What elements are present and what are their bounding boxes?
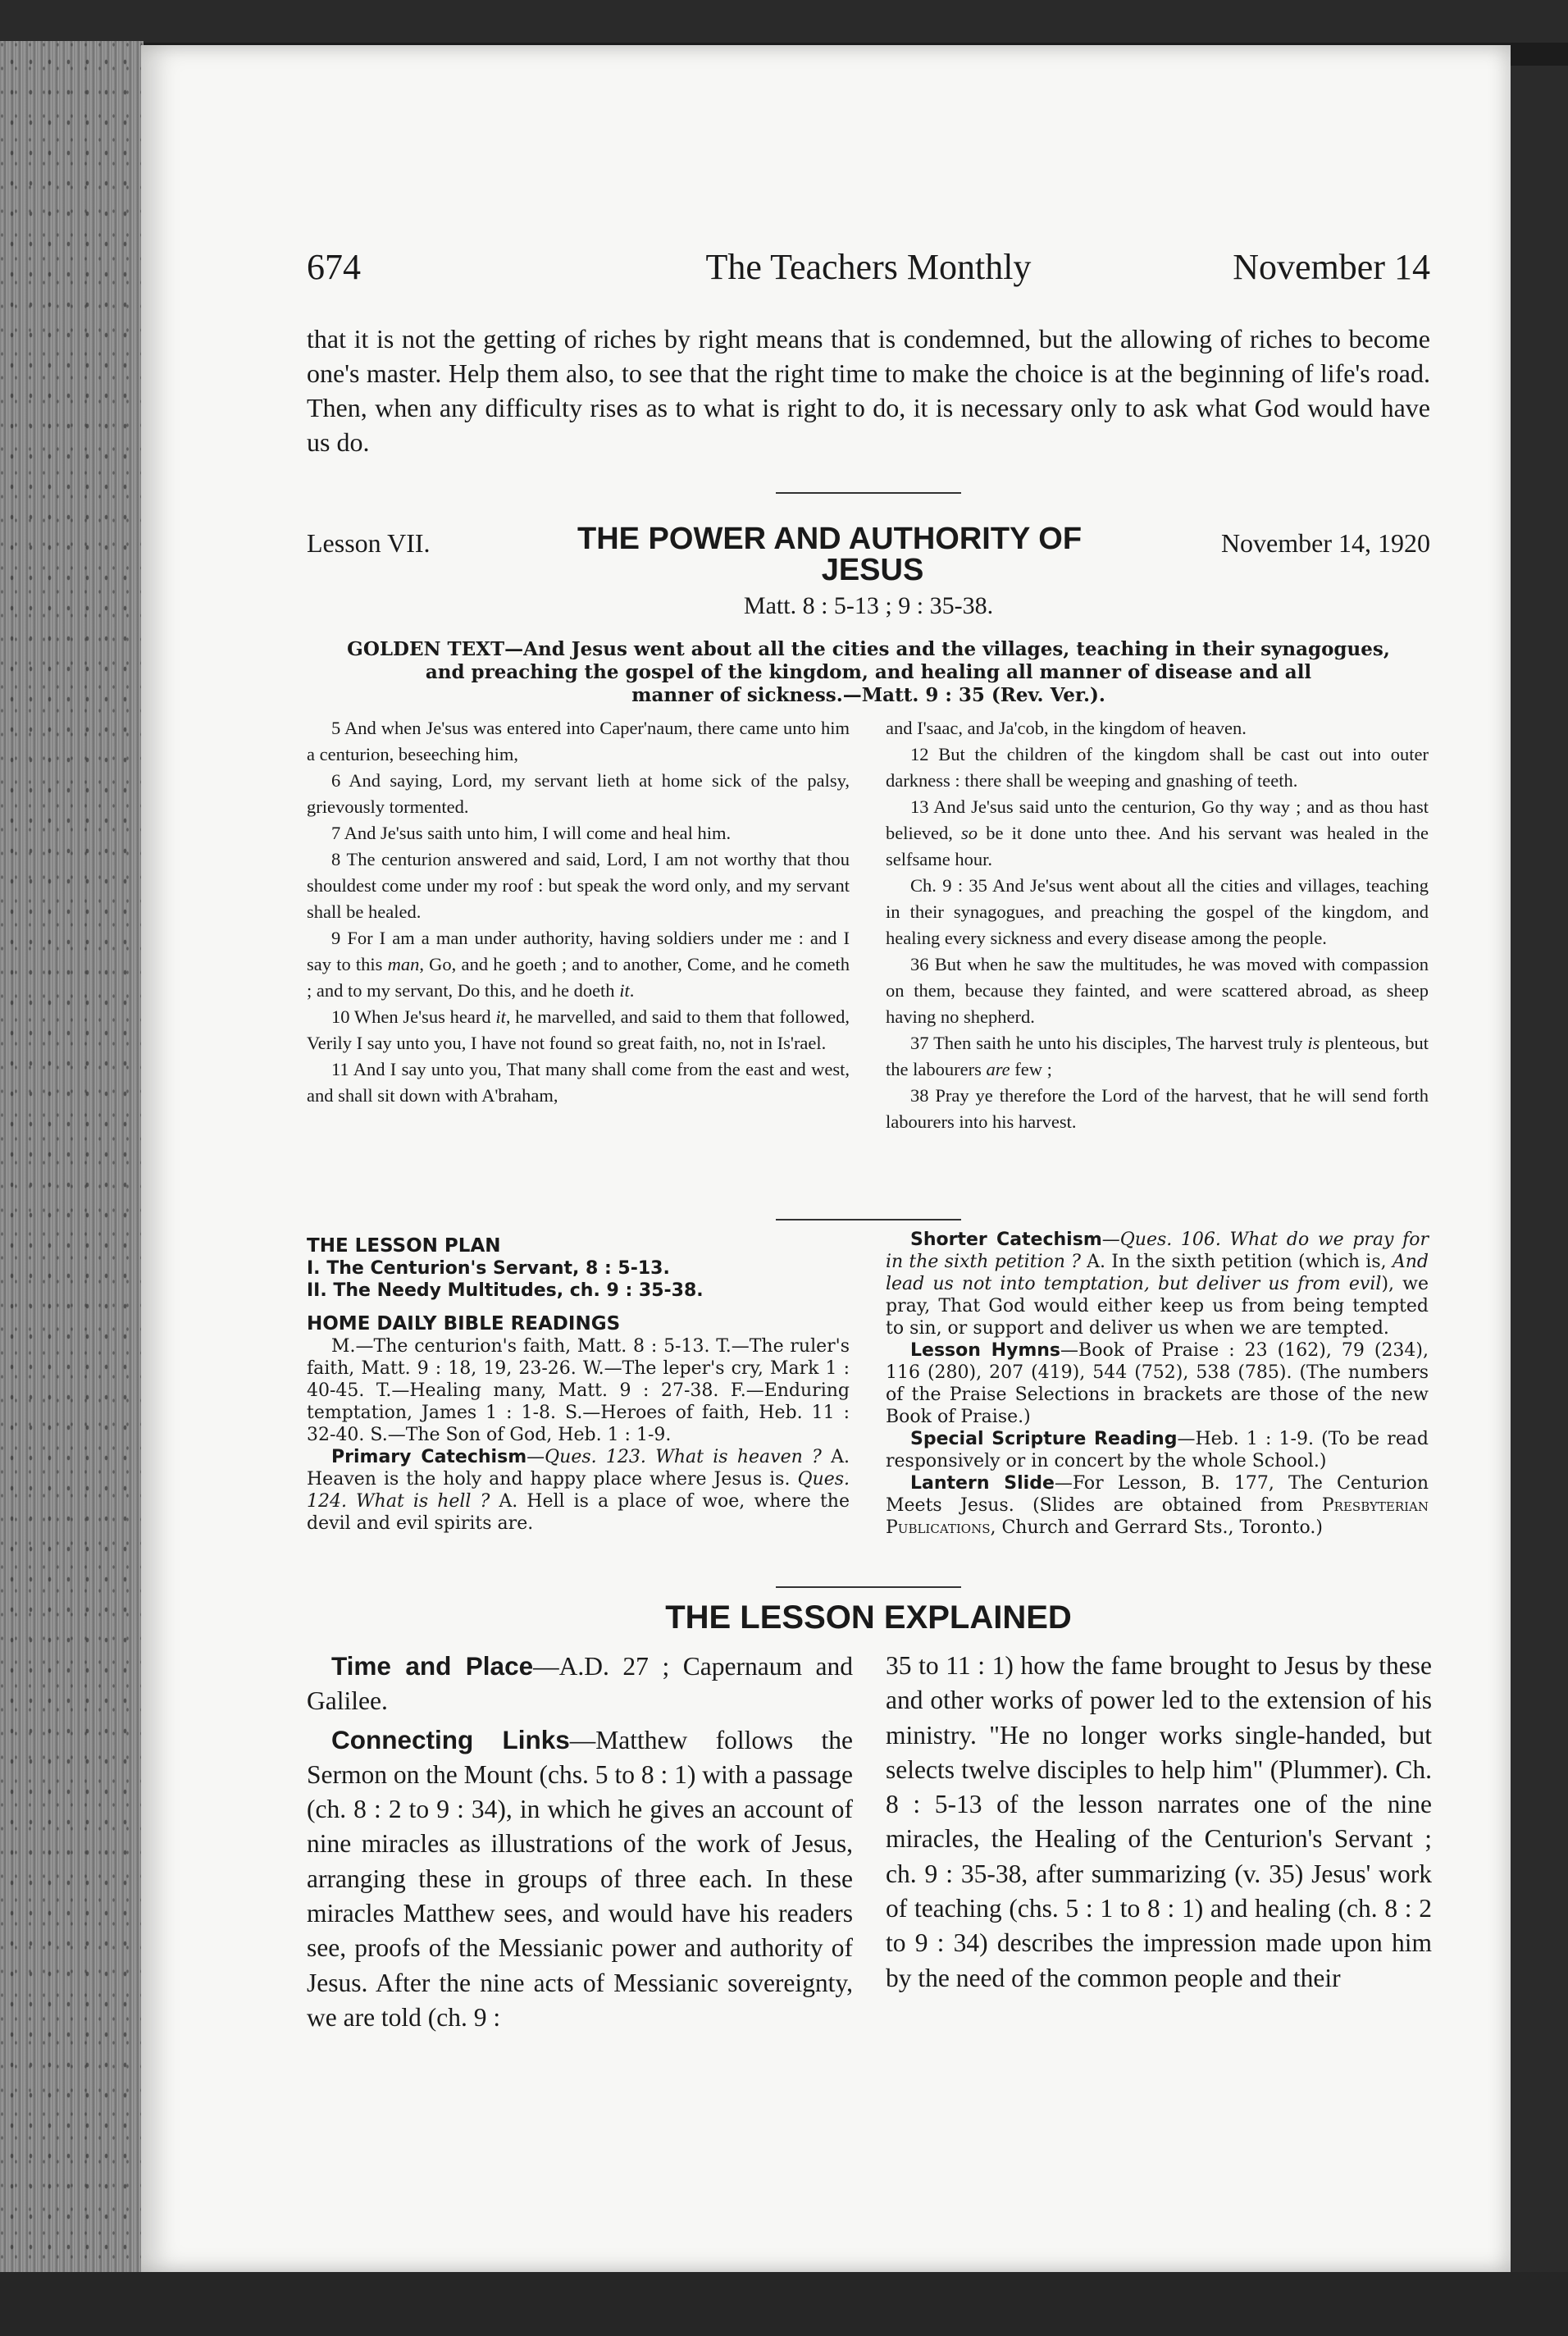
verse-italic: are [986, 1059, 1010, 1079]
book-spine-texture [0, 41, 144, 2272]
connecting-links-text: —Matthew follows the Sermon on the Mount (chs. 5 to 8 : 1) with a passage (ch. 8 : 2 to 9 : 34), in which he gives an account of nine miracles as illustrations of the work of Jesus, arranging these in groups of three each. In these miracles Matthew sees, and would have his readers see, proofs of the Messianic power and authority of Jesus. After the nine acts of Messianic sovereignty, we are told (ch. 9 : [307, 1725, 853, 2032]
explained-left-column [307, 1649, 853, 2035]
lesson-date: November 14, 1920 [1220, 528, 1430, 558]
verse: 11 And I say unto you, That many shall come from the east and west, and shall sit down with A'braham, [307, 1059, 850, 1106]
readings-heading: HOME DAILY BIBLE READINGS [307, 1313, 621, 1335]
verse [886, 794, 1429, 873]
verse-italic: it [495, 1006, 506, 1027]
lantern-slide-label: Lantern Slide [910, 1473, 1055, 1494]
lesson-plan-heading: THE LESSON PLAN [307, 1235, 501, 1257]
scan-bottom-border [0, 2272, 1568, 2336]
special-scripture-reading [886, 1428, 1429, 1472]
lesson-plan-item: I. The Centurion's Servant, 8 : 5-13. [307, 1258, 670, 1279]
verse-text: 10 When Je'sus heard [331, 1006, 496, 1027]
primary-catechism-label: Primary Catechism [331, 1447, 527, 1467]
lesson-hymns-text: —Book of Praise : 23 (162), 79 (234), 116 (280), 207 (419), 544 (752), 538 (785). (The numbers of the Praise Selections in brackets are those of the new Book of Praise.) [886, 1340, 1429, 1427]
time-and-place-label: Time and Place [331, 1651, 534, 1681]
primary-catechism [307, 1446, 850, 1535]
scan-right-border [1509, 66, 1568, 2272]
verse: 6 And saying, Lord, my servant lieth at home sick of the palsy, grievously tormented. [307, 770, 850, 817]
verse-text: . [629, 980, 635, 1001]
verse: 38 Pray ye therefore the Lord of the harvest, that he will send forth labourers into his harvest. [886, 1085, 1429, 1132]
verse: 12 But the children of the kingdom shall be cast out into outer darkness : there shall be weeping and gnashing of teeth. [886, 744, 1429, 791]
daily-readings: M.—The centurion's faith, Matt. 8 : 5-13. T.—The ruler's faith, Matt. 9 : 18, 19, 23-26. W.—The leper's cry, Mark 1 : 40-45. T.—Healing many, Matt. 9 : 27-38. F.—Enduring temptation, James 1 : 1-8. S.—Heroes of faith, Heb. 11 : 32-40. S.—The Son of God, Heb. 1 : 1-9. [307, 1336, 850, 1445]
connecting-links-label: Connecting Links [331, 1724, 570, 1754]
question-number: Ques. 124. [307, 1469, 850, 1512]
lantern-slide-text: , Church and Gerrard Sts., Toronto.) [990, 1517, 1323, 1538]
verses-right-column [886, 715, 1429, 1135]
golden-text-line: and preaching the gospel of the kingdom, and healing all manner of disease and all [425, 661, 1312, 683]
section-divider [776, 1219, 961, 1220]
explained-continuation: 35 to 11 : 1) how the fame brought to Jesus by these and other works of power led to the extension of his ministry. "He no longer works single-handed, but selects twelve disciples to help him" (Plummer). Ch. 8 : 5-13 of the lesson narrates one of the nine miracles, the Healing of the Centurion's Servant ; ch. 9 : 35-38, after summarizing (v. 35) Jesus' work of teaching (chs. 5 : 1 to 8 : 1) and healing (ch. 8 : 2 to 9 : 34) describes the impression made upon him by the need of the common people and their [886, 1651, 1432, 1992]
verse-italic: man [387, 954, 420, 974]
verse [307, 1004, 850, 1056]
question-text: What is heaven ? [655, 1447, 822, 1467]
verse-text: , Go, and he goeth ; and to another, Come, and he cometh ; and to my servant, Do this, and he doeth [307, 954, 850, 1001]
answer-italic: And lead us not into temptation, but deliver us from evil [886, 1252, 1429, 1294]
lesson-number: Lesson VII. [307, 528, 431, 558]
verse-text: 13 And Je'sus said unto the centurion, Go thy way ; and as thou hast believed, [886, 796, 1429, 843]
time-and-place-text: —A.D. 27 ; Capernaum and Galilee. [307, 1652, 853, 1716]
verse-italic: it [619, 980, 630, 1001]
notes-left-column [307, 1229, 850, 1535]
lesson-hymns-label: Lesson Hymns [910, 1340, 1061, 1361]
verse-text: , he marvelled, and said to them that followed, Verily I say unto you, I have not found so great faith, no, not in Is'rael. [307, 1006, 850, 1053]
lesson-title-line2: JESUS [821, 553, 924, 587]
answer-text: A. In the sixth petition (which is, [1080, 1252, 1393, 1272]
golden-text-line: GOLDEN TEXT—And Jesus went about all the cities and the villages, teaching in their synagogues, [347, 638, 1390, 660]
question-text: What do we pray for in the sixth petition ? [886, 1230, 1429, 1272]
verse: 7 And Je'sus saith unto him, I will come and heal him. [331, 823, 732, 843]
verses-left-column [307, 715, 850, 1109]
special-scripture-label: Special Scripture Reading [910, 1429, 1178, 1449]
notes-right-column [886, 1229, 1429, 1539]
publisher-name: Presbyterian Publications [886, 1495, 1429, 1538]
verse [307, 925, 850, 1004]
shorter-catechism [886, 1229, 1429, 1339]
scan-top-border [0, 0, 1568, 43]
lesson-hymns [886, 1339, 1429, 1428]
question-number: —Ques. 106. [1101, 1230, 1221, 1250]
verse-italic: so [961, 823, 978, 843]
verse: 5 And when Je'sus was entered into Caper'naum, there came unto him a centurion, beseeching him, [307, 718, 850, 764]
lesson-title-line1: THE POWER AND AUTHORITY OF [577, 522, 1083, 556]
verse: Ch. 9 : 35 And Je'sus went about all the cities and villages, teaching in their synagogues, and preaching the gospel of the kingdom, and healing every sickness and every disease among the people. [886, 875, 1429, 948]
verse-italic: is [1307, 1033, 1320, 1053]
verse: 8 The centurion answered and said, Lord, I am not worthy that thou shouldest come under my roof : but speak the word only, and my servant shall be healed. [307, 849, 850, 922]
question-text: What is hell ? [356, 1491, 490, 1512]
running-header [307, 246, 1430, 295]
lantern-slide [886, 1472, 1429, 1539]
verse-text: 9 For I am a man under authority, having soldiers under me : and I say to this [307, 928, 850, 974]
time-and-place [307, 1649, 853, 1719]
intro-paragraph: that it is not the getting of riches by right means that is condemned, but the allowing of riches to become one's master. Help them also, to see that the right time to make the choice is at the beginning of life's road. Then, when any difficulty rises as to what is right to do, it is necessary only to ask what God would have us do. [307, 324, 1430, 457]
lesson-plan-item: II. The Needy Multitudes, ch. 9 : 35-38. [307, 1280, 704, 1301]
lesson-explained-heading: THE LESSON EXPLAINED [665, 1599, 1072, 1636]
verse-text: 37 Then saith he unto his disciples, The harvest truly [910, 1033, 1308, 1053]
header-date: November 14 [1233, 247, 1430, 287]
answer-text: A. Heaven is the holy and happy place where Jesus is. [307, 1447, 850, 1490]
scripture-reference: Matt. 8 : 5-13 ; 9 : 35-38. [743, 592, 994, 619]
answer-text: ), we pray, That God would either keep us from being tempted to sin, or support and deliver us when we are tempted. [886, 1274, 1429, 1339]
section-divider [776, 492, 961, 494]
explained-right-column [886, 1649, 1432, 1996]
special-scripture-text: —Heb. 1 : 1-9. (To be read responsively or in concert by the whole School.) [886, 1429, 1429, 1471]
golden-text [307, 638, 1430, 707]
answer-text: A. Hell is a place of woe, where the devil and evil spirits are. [307, 1491, 850, 1534]
shorter-catechism-label: Shorter Catechism [910, 1230, 1102, 1250]
golden-text-line: manner of sickness.—Matt. 9 : 35 (Rev. Ver.). [631, 684, 1105, 706]
verse: 36 But when he saw the multitudes, he was moved with compassion on them, because they fainted, and were scattered abroad, as sheep having no shepherd. [886, 954, 1429, 1027]
section-divider [776, 1586, 961, 1588]
verse-text: plenteous, but the labourers [886, 1033, 1429, 1079]
verse-continuation: and I'saac, and Ja'cob, in the kingdom of heaven. [886, 718, 1247, 738]
verse-text: be it done unto thee. And his servant was healed in the selfsame hour. [886, 823, 1429, 869]
connecting-links [307, 1722, 853, 2036]
question-number: —Ques. 123. [526, 1447, 646, 1467]
journal-title: The Teachers Monthly [705, 247, 1032, 287]
lantern-slide-text: —For Lesson, B. 177, The Centurion Meets Jesus. (Slides are obtained from [886, 1473, 1429, 1516]
verse [886, 1030, 1429, 1083]
verse-text: few ; [1010, 1059, 1052, 1079]
page-number: 674 [307, 247, 361, 287]
